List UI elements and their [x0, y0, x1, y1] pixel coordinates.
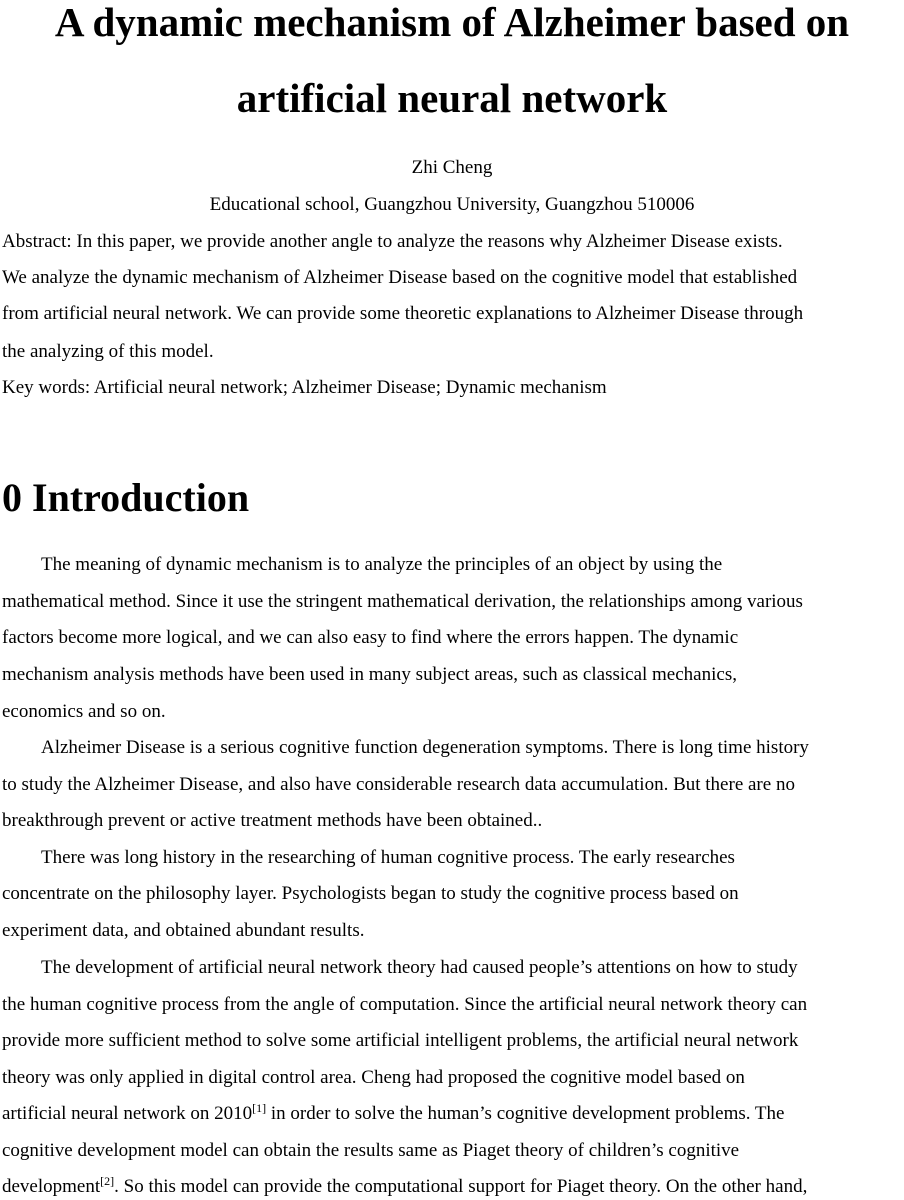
- paragraph-line: The development of artificial neural network theory had caused people’s attentions on how to study: [41, 957, 798, 978]
- paragraph-line: breakthrough prevent or active treatment methods have been obtained..: [2, 810, 543, 831]
- paragraph-line: economics and so on.: [2, 701, 166, 722]
- paragraph-line: factors become more logical, and we can also easy to find where the errors happen. The dynamic: [2, 627, 739, 648]
- paper-title-line-1: A dynamic mechanism of Alzheimer based on: [54, 0, 850, 45]
- text-span: . So this model can provide the computational support for Piaget theory. On the other hand,: [114, 1176, 808, 1197]
- citation-ref-1: [1]: [252, 1101, 267, 1115]
- text-span: in order to solve the human’s cognitive development problems. The: [266, 1103, 785, 1124]
- paragraph-line-with-citation: [2, 1175, 807, 1199]
- text-span: development: [2, 1176, 101, 1197]
- abstract-line: We analyze the dynamic mechanism of Alzheimer Disease based on the cognitive model that established: [2, 267, 798, 288]
- paragraph-line: concentrate on the philosophy layer. Psychologists began to study the cognitive process based on: [2, 883, 739, 904]
- paragraph-line: There was long history in the researching of human cognitive process. The early researches: [41, 847, 735, 868]
- author-affiliation: Educational school, Guangzhou University, Guangzhou 510006: [209, 194, 695, 215]
- paragraph-line-with-citation: [2, 1102, 784, 1126]
- keywords: Key words: Artificial neural network; Alzheimer Disease; Dynamic mechanism: [2, 377, 607, 398]
- paragraph-line: experiment data, and obtained abundant results.: [2, 920, 365, 941]
- author-name: Zhi Cheng: [411, 157, 493, 178]
- paragraph-line: The meaning of dynamic mechanism is to analyze the principles of an object by using the: [41, 554, 723, 575]
- abstract-line: the analyzing of this model.: [2, 341, 214, 362]
- paragraph-line: mechanism analysis methods have been used in many subject areas, such as classical mechanics,: [2, 664, 737, 685]
- paragraph-line: mathematical method. Since it use the stringent mathematical derivation, the relationships among various: [2, 591, 803, 612]
- paragraph-line: Alzheimer Disease is a serious cognitive function degeneration symptoms. There is long time history: [41, 737, 809, 758]
- paragraph-line: cognitive development model can obtain the results same as Piaget theory of children’s cognitive: [2, 1140, 740, 1161]
- paragraph-line: the human cognitive process from the angle of computation. Since the artificial neural network theory can: [2, 994, 808, 1015]
- text-span: artificial neural network on 2010: [2, 1103, 253, 1124]
- paragraph-line: to study the Alzheimer Disease, and also have considerable research data accumulation. But there are no: [2, 774, 795, 795]
- paragraph-line: theory was only applied in digital control area. Cheng had proposed the cognitive model based on: [2, 1067, 745, 1088]
- section-heading-introduction: 0 Introduction: [2, 475, 250, 520]
- abstract-line: from artificial neural network. We can provide some theoretic explanations to Alzheimer Disease through: [2, 303, 804, 324]
- paper-title-line-2: artificial neural network: [236, 75, 668, 121]
- abstract-line: Abstract: In this paper, we provide another angle to analyze the reasons why Alzheimer Disease exists.: [2, 231, 783, 252]
- paragraph-line: provide more sufficient method to solve some artificial intelligent problems, the artificial neural network: [2, 1030, 799, 1051]
- citation-ref-2: [2]: [100, 1174, 115, 1188]
